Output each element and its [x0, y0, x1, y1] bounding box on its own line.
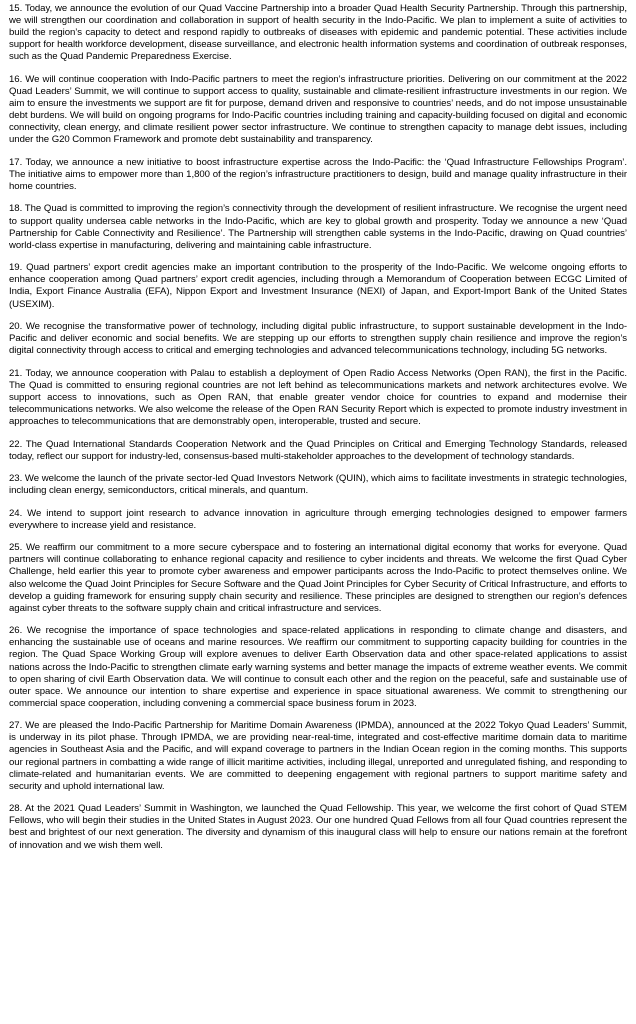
paragraph-16: 16. We will continue cooperation with Indo-Pacific partners to meet the region’s infrastructure priorities. Delivering on our commitment at the 2022 Quad Leaders’ Summit, we will continue to support access to quality, sustainable and climate-resilient infrastructure investments in our region. We aim to ensure the investments we support are fit for purpose, demand driven and responsive to countries’ needs, and do not impose unsustainable debt burdens. We will build on ongoing programs for Indo-Pacific countries including training and capacity-building focused on digital and economic connectivity, clean energy, and climate resilient power sector infrastructure. We continue to strengthen capacity to manage debt issues, including under the G20 Common Framework and promote debt sustainability and transparency. [9, 73, 627, 146]
paragraph-20: 20. We recognise the transformative power of technology, including digital public infrastructure, to support sustainable development in the Indo-Pacific and deliver economic and social benefits. We are stepping up our efforts to strengthen supply chain resilience and improve the region’s digital connectivity through access to critical and emerging technologies and advanced telecommunications technology, including 5G networks. [9, 321, 627, 357]
paragraph-19: 19. Quad partners’ export credit agencies make an important contribution to the prosperity of the Indo-Pacific. We welcome ongoing efforts to enhance cooperation among Quad partners’ export credit agencies, including through a Memorandum of Cooperation between ECGC Limited of India, Export Finance Australia (EFA), Nippon Export and Investment Insurance (NEXI) of Japan, and Export-Import Bank of the United States (USEXIM). [9, 262, 627, 310]
paragraph-23: 23. We welcome the launch of the private sector-led Quad Investors Network (QUIN), which aims to facilitate investments in strategic technologies, including clean energy, semiconductors, critical minerals, and quantum. [9, 473, 627, 497]
paragraph-22: 22. The Quad International Standards Cooperation Network and the Quad Principles on Critical and Emerging Technology Standards, released today, reflect our support for industry-led, consensus-based multi-stakeholder approaches to the development of technology standards. [9, 438, 627, 462]
paragraph-18: 18. The Quad is committed to improving the region’s connectivity through the development of resilient infrastructure. We recognise the urgent need to support quality undersea cable networks in the Indo-Pacific, which are key to global growth and prosperity. Today we announce a new ‘Quad Partnership for Cable Connectivity and Resilience’. The Partnership will strengthen cable systems in the Indo-Pacific, drawing on Quad countries’ world-class expertise in manufacturing, delivering and maintaining cable infrastructure. [9, 203, 627, 251]
paragraph-15: 15. Today, we announce the evolution of our Quad Vaccine Partnership into a broader Quad Health Security Partnership. Through this partnership, we will strengthen our coordination and collaboration in support of health security in the Indo-Pacific. We plan to implement a suite of activities to build the region’s capacity to detect and respond rapidly to outbreaks of diseases with epidemic and pandemic potential. These activities include support for health workforce development, disease surveillance, and electronic health information systems and coordination of outbreak responses, such as the Quad Pandemic Preparedness Exercise. [9, 3, 627, 63]
paragraph-25: 25. We reaffirm our commitment to a more secure cyberspace and to fostering an international digital economy that works for everyone. Quad partners will continue collaborating to enhance regional capacity and resilience to cyber incidents and threats. We welcome the first Quad Cyber Challenge, held earlier this year to promote cyber awareness and empower participants across the Indo-Pacific to protect themselves online. We also welcome the Quad Joint Principles for Secure Software and the Quad Joint Principles for Cyber Security of Critical Infrastructure, and efforts to develop a guiding framework for ensuring supply chain security and resilience. These principles are designed to strengthen our region’s defences against cyber threats to the software supply chain and critical infrastructure and services. [9, 542, 627, 614]
paragraph-27: 27. We are pleased the Indo-Pacific Partnership for Maritime Domain Awareness (IPMDA), announced at the 2022 Tokyo Quad Leaders’ Summit, is underway in its pilot phase. Through IPMDA, we are providing near-real-time, integrated and cost-effective maritime domain data to maritime agencies in Southeast Asia and the Pacific, and will expand coverage to partners in the Indian Ocean region in the coming months. This supports our regional partners in combatting a wide range of illicit maritime activities, including illegal, unreported and unregulated fishing, and responding to climate-related and humanitarian events. We are committed to deepening engagement with regional partners to support maritime safety and security and uphold international law. [9, 720, 627, 792]
paragraph-17: 17. Today, we announce a new initiative to boost infrastructure expertise across the Indo-Pacific: the ‘Quad Infrastructure Fellowships Program’. The initiative aims to empower more than 1,800 of the region’s infrastructure practitioners to design, build and manage quality infrastructure in their home countries. [9, 156, 627, 192]
paragraph-24: 24. We intend to support joint research to advance innovation in agriculture through emerging technologies designed to empower farmers everywhere to increase yield and resistance. [9, 507, 627, 531]
paragraph-26: 26. We recognise the importance of space technologies and space-related applications in responding to climate change and disasters, and enhancing the sustainable use of oceans and marine resources. We reaffirm our commitment to supporting capacity building for countries in the region. The Quad Space Working Group will explore avenues to deliver Earth Observation data and other space-related applications to assist nations across the Indo-Pacific to strengthen climate early warning systems and better manage the impacts of extreme weather events. We commit to open sharing of civil Earth Observation data. We will continue to consult each other and the region on the peaceful, safe and sustainable use of outer space. We announce our intention to share expertise and experience in space situational awareness. We commit to strengthening our commercial space cooperation, including convening a commercial space business forum in 2023. [9, 625, 627, 709]
paragraph-21: 21. Today, we announce cooperation with Palau to establish a deployment of Open Radio Access Networks (Open RAN), the first in the Pacific. The Quad is committed to ensuring regional countries are not left behind as telecommunications markets and network architectures evolve. We support access to innovations, such as Open RAN, that enable greater vendor choice for countries to expand and modernise their telecommunications networks. We also welcome the release of the Open RAN Security Report which is expected to promote industry investment in approaches to telecommunications that are demonstrably open, interoperable, trusted and secure. [9, 367, 627, 428]
paragraph-28: 28. At the 2021 Quad Leaders’ Summit in Washington, we launched the Quad Fellowship. This year, we welcome the first cohort of Quad STEM Fellows, who will begin their studies in the United States in August 2023. Our one hundred Quad Fellows from all four Quad countries represent the best and brightest of our next generation. The diversity and dynamism of this inaugural class will help to ensure our nations remain at the forefront of innovation and we wish them well. [9, 803, 627, 851]
